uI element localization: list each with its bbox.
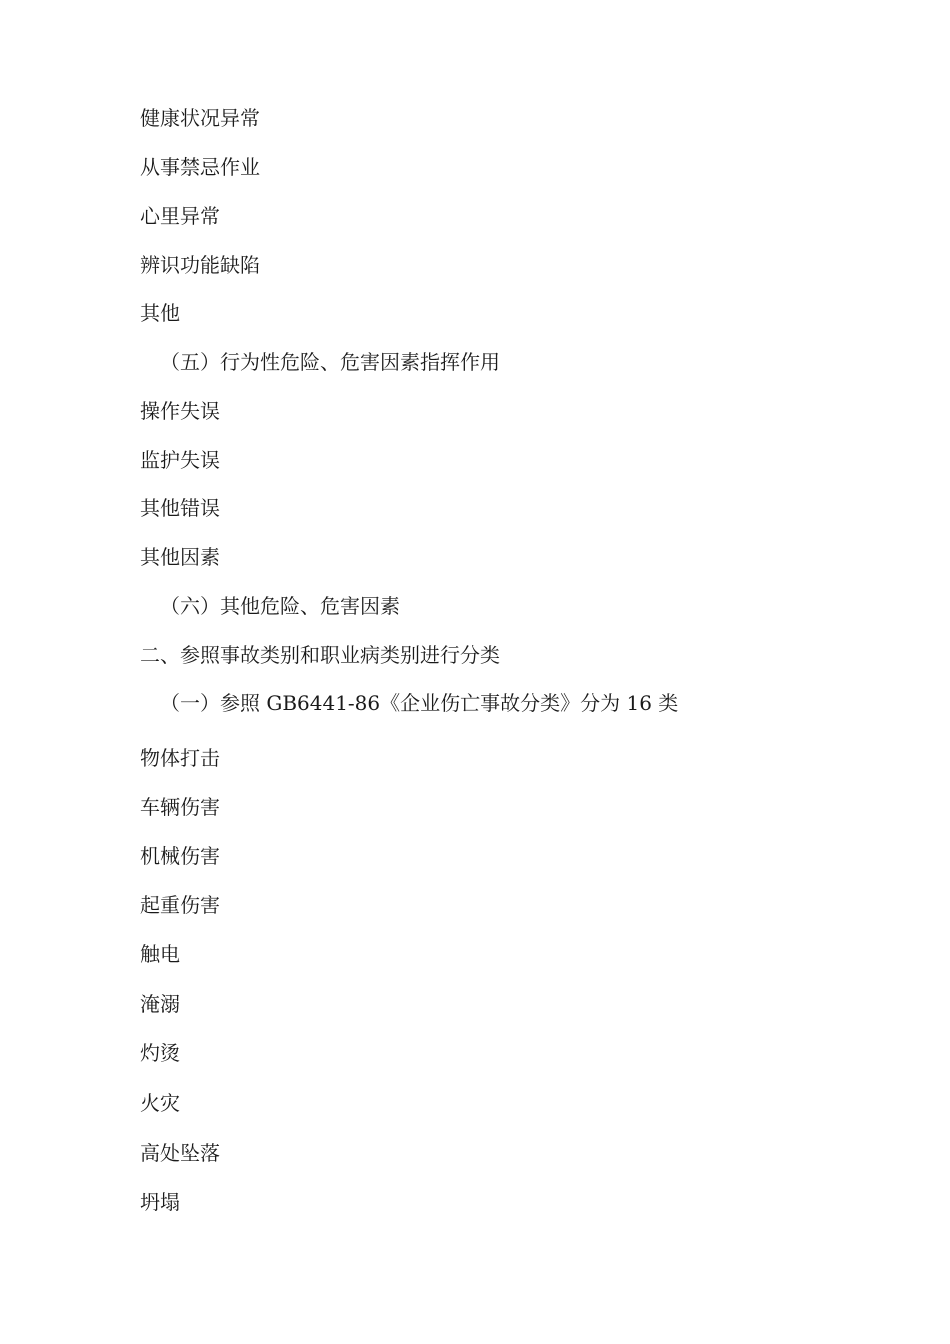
list-item: 物体打击 (140, 746, 220, 770)
list-item: 心里异常 (140, 204, 220, 228)
list-item: 起重伤害 (140, 893, 220, 917)
list-item: 健康状况异常 (140, 106, 260, 130)
list-item: 高处坠落 (140, 1141, 220, 1165)
list-item: 淹溺 (140, 992, 180, 1016)
list-item: 触电 (140, 942, 180, 966)
list-item: 坍塌 (140, 1190, 180, 1214)
section-heading: （六）其他危险、危害因素 (160, 594, 400, 618)
list-item: 机械伤害 (140, 844, 220, 868)
section-heading: （一）参照 GB6441-86《企业伤亡事故分类》分为 16 类 (160, 691, 679, 715)
list-item: 火灾 (140, 1091, 180, 1115)
list-item: 其他错误 (140, 496, 220, 520)
list-item: 灼烫 (140, 1041, 180, 1065)
section-heading: （五）行为性危险、危害因素指挥作用 (160, 350, 500, 374)
list-item: 操作失误 (140, 399, 220, 423)
list-item: 车辆伤害 (140, 795, 220, 819)
list-item: 辨识功能缺陷 (140, 253, 260, 277)
list-item: 其他 (140, 301, 180, 325)
list-item: 监护失误 (140, 448, 220, 472)
list-item: 从事禁忌作业 (140, 155, 260, 179)
list-item: 其他因素 (140, 545, 220, 569)
chapter-heading: 二、参照事故类别和职业病类别进行分类 (140, 643, 500, 667)
